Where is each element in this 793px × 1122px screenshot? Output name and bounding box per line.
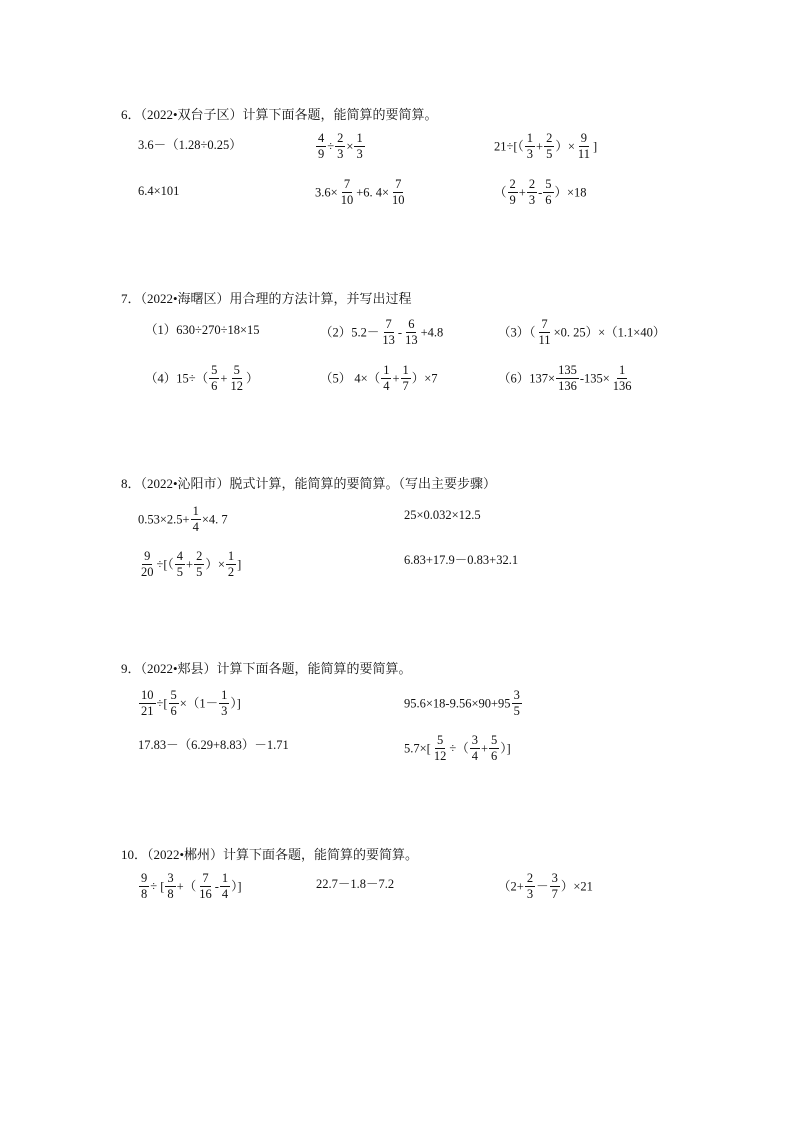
question-10-heading: 10．（2022•郴州）计算下面各题，能简算的要简算。: [121, 847, 419, 862]
numerator: 6: [406, 318, 416, 333]
q7-expr-2: [320, 318, 443, 347]
denominator: 2: [227, 565, 235, 580]
fraction: [381, 364, 391, 393]
numerator: 1: [401, 364, 411, 379]
denominator: 11: [538, 333, 551, 348]
q9-expr-2: [404, 689, 523, 718]
expr-text: ）×: [555, 139, 575, 154]
fraction: [525, 872, 535, 901]
question-9-heading: 9．（2022•郏县）计算下面各题，能简算的要简算。: [121, 661, 412, 676]
numerator: 1: [220, 872, 230, 887]
numerator: 1: [617, 364, 627, 379]
expr-text: （: [494, 185, 507, 200]
expr-text: ）: [245, 371, 259, 386]
fraction: [219, 689, 229, 718]
expr-text: +6. 4×: [356, 185, 390, 200]
fraction: [432, 734, 449, 763]
fraction: [220, 872, 230, 901]
fraction: [197, 872, 214, 901]
question-7-heading: 7．（2022•海曙区）用合理的方法计算，并写出过程: [121, 291, 412, 306]
fraction: [226, 550, 236, 579]
denominator: 12: [230, 379, 243, 394]
q7-expr-3: [498, 318, 665, 347]
expr-text: ×0. 25）×（1.1×40）: [553, 325, 666, 340]
denominator: 4: [192, 520, 199, 535]
fraction: [470, 734, 480, 763]
fraction: [228, 364, 245, 393]
numerator: 10: [139, 689, 156, 704]
expr-text: ）]: [231, 879, 242, 894]
q9-expr-3: 17.83－（6.29+8.83）－1.71: [138, 738, 289, 752]
expr-text: ÷（: [449, 741, 469, 756]
denominator: 6: [211, 379, 218, 394]
numerator: 1: [191, 505, 201, 520]
fraction: [339, 178, 356, 207]
numerator: 2: [508, 178, 518, 193]
denominator: 7: [402, 379, 409, 394]
denominator: 5: [196, 565, 203, 580]
numerator: 9: [139, 872, 149, 887]
numerator: 7: [384, 318, 394, 333]
denominator: 6: [545, 193, 552, 208]
q10-expr-2: 22.7－1.8－7.2: [316, 877, 395, 891]
numerator: 9: [142, 550, 152, 565]
q10-expr-1: [138, 872, 242, 901]
denominator: 4: [221, 887, 229, 902]
expr-text: +: [536, 139, 544, 154]
numerator: 1: [381, 364, 391, 379]
numerator: 7: [200, 872, 210, 887]
expr-text: （5） 4×（: [320, 371, 381, 386]
expr-text: 95.6×18-9.56×90+95: [404, 696, 511, 711]
fraction: [139, 550, 156, 579]
denominator: 11: [577, 147, 590, 162]
denominator: 3: [356, 147, 363, 162]
q6-expr-6: [494, 178, 587, 207]
fraction: [525, 132, 535, 161]
denominator: 6: [491, 749, 498, 764]
fraction: [401, 364, 411, 393]
q9-expr-4: [404, 734, 511, 763]
fraction: [508, 178, 518, 207]
numerator: 5: [543, 178, 553, 193]
expr-text: 3.6×: [315, 185, 338, 200]
numerator: 3: [470, 734, 480, 749]
q6-expr-5: [315, 178, 408, 207]
expr-text: -135×: [579, 371, 610, 386]
denominator: 10: [340, 193, 354, 208]
fraction: [512, 689, 522, 718]
fraction: [139, 689, 156, 718]
fraction: [543, 178, 553, 207]
denominator: 9: [318, 147, 325, 162]
expr-text: +: [480, 741, 489, 756]
denominator: 10: [392, 193, 405, 208]
expr-text: ）×: [205, 557, 225, 572]
numerator: 1: [219, 689, 229, 704]
denominator: 3: [526, 887, 534, 902]
expr-text: ]: [592, 139, 598, 154]
expr-text: -: [538, 185, 543, 200]
expr-text: ）×18: [554, 185, 587, 200]
denominator: 9: [509, 193, 516, 208]
numerator: 135: [556, 364, 579, 379]
expr-text: ）]: [500, 741, 511, 756]
fraction: [169, 689, 179, 718]
denominator: 13: [405, 333, 418, 348]
numerator: 4: [316, 132, 326, 147]
numerator: 1: [525, 132, 535, 147]
q6-expr-1: 3.6－（1.28÷0.25）: [138, 138, 242, 152]
question-8-heading: 8．（2022•沁阳市）脱式计算，能简算的要简算。（写出主要步骤）: [121, 476, 497, 491]
denominator: 8: [141, 887, 148, 902]
q9-expr-1: [138, 689, 241, 718]
fraction: [165, 872, 175, 901]
expr-text: 5.7×[: [404, 741, 431, 756]
denominator: 3: [221, 704, 228, 719]
numerator: 2: [194, 550, 204, 565]
q7-expr-4: [145, 364, 258, 393]
fraction: [191, 505, 201, 534]
numerator: 3: [550, 872, 560, 887]
expr-text: （4）15÷（: [145, 371, 209, 386]
q6-expr-4: 6.4×101: [138, 184, 180, 198]
denominator: 5: [176, 565, 184, 580]
expr-text: ×: [346, 139, 354, 154]
q7-expr-1: （1）630÷270÷18×15: [145, 323, 260, 337]
expr-text: （2）5.2－: [320, 325, 380, 340]
denominator: 5: [546, 147, 553, 162]
q10-expr-3: [498, 872, 593, 901]
expr-text: ）]: [230, 696, 241, 711]
q8-expr-2: 25×0.032×12.5: [404, 508, 481, 522]
expr-text: ÷ [: [150, 879, 165, 894]
expr-text: ÷[: [156, 696, 168, 711]
numerator: 4: [175, 550, 185, 565]
expr-text: +（: [176, 879, 197, 894]
q6-expr-2: [315, 132, 366, 161]
expr-text: 0.53×2.5+: [138, 512, 190, 527]
denominator: 12: [433, 749, 447, 764]
numerator: 5: [209, 364, 219, 379]
numerator: 1: [226, 550, 236, 565]
expr-text: -: [397, 325, 403, 340]
fraction: [390, 178, 407, 207]
fraction: [380, 318, 397, 347]
denominator: 6: [170, 704, 177, 719]
denominator: 16: [199, 887, 212, 902]
q8-expr-3: [138, 550, 241, 579]
denominator: 3: [337, 147, 344, 162]
q7-expr-5: [320, 364, 438, 393]
denominator: 3: [528, 193, 536, 208]
expr-text: +: [220, 371, 228, 386]
fraction: [537, 318, 553, 347]
expr-text: +: [518, 185, 526, 200]
denominator: 13: [382, 333, 395, 348]
expr-text: -: [214, 879, 219, 894]
fraction: [139, 872, 149, 901]
numerator: 2: [527, 178, 537, 193]
q6-expr-3: [494, 132, 597, 161]
denominator: 136: [612, 379, 632, 394]
numerator: 3: [165, 872, 175, 887]
numerator: 7: [342, 178, 352, 193]
expr-text: +: [186, 557, 194, 572]
q8-expr-4: 6.83+17.9－0.83+32.1: [404, 553, 519, 567]
fraction: [175, 550, 185, 579]
fraction: [194, 550, 204, 579]
fraction: [316, 132, 326, 161]
numerator: 7: [539, 318, 549, 333]
fraction: [489, 734, 499, 763]
expr-text: （2+: [498, 879, 524, 894]
fraction: [544, 132, 554, 161]
expr-text: ×4. 7: [201, 512, 228, 527]
expr-text: －: [536, 879, 549, 894]
expr-text: +4.8: [420, 325, 444, 340]
fraction: [550, 872, 560, 901]
expr-text: 21÷[（: [494, 139, 524, 154]
fraction: [403, 318, 420, 347]
denominator: 21: [141, 704, 154, 719]
fraction: [354, 132, 364, 161]
expr-text: +: [392, 371, 400, 386]
expr-text: ]: [237, 557, 242, 572]
fraction: [611, 364, 634, 393]
fraction: [335, 132, 345, 161]
q7-expr-6: [498, 364, 635, 393]
question-6-heading: 6．（2022•双台子区）计算下面各题，能简算的要简算。: [121, 107, 438, 122]
expr-text: ÷: [327, 139, 335, 154]
denominator: 20: [141, 565, 154, 580]
expr-text: （3）（: [498, 325, 536, 340]
numerator: 7: [393, 178, 403, 193]
denominator: 5: [513, 704, 520, 719]
numerator: 2: [335, 132, 345, 147]
numerator: 2: [525, 872, 535, 887]
numerator: 5: [232, 364, 242, 379]
expr-text: ×（1－: [179, 696, 219, 711]
numerator: 5: [489, 734, 499, 749]
numerator: 5: [169, 689, 179, 704]
fraction: [556, 364, 579, 393]
numerator: 5: [435, 734, 445, 749]
fraction: [576, 132, 592, 161]
expr-text: ）×21: [560, 879, 593, 894]
denominator: 8: [167, 887, 174, 902]
expr-text: （6）137×: [498, 371, 556, 386]
q8-expr-1: [138, 505, 228, 534]
numerator: 9: [579, 132, 589, 147]
denominator: 4: [383, 379, 390, 394]
denominator: 4: [471, 749, 478, 764]
expr-text: ）×7: [411, 371, 438, 386]
denominator: 7: [551, 887, 558, 902]
numerator: 3: [512, 689, 522, 704]
numerator: 1: [354, 132, 364, 147]
numerator: 2: [544, 132, 554, 147]
fraction: [209, 364, 219, 393]
fraction: [527, 178, 537, 207]
expr-text: ÷[（: [156, 557, 174, 572]
denominator: 3: [526, 147, 534, 162]
denominator: 136: [558, 379, 577, 394]
